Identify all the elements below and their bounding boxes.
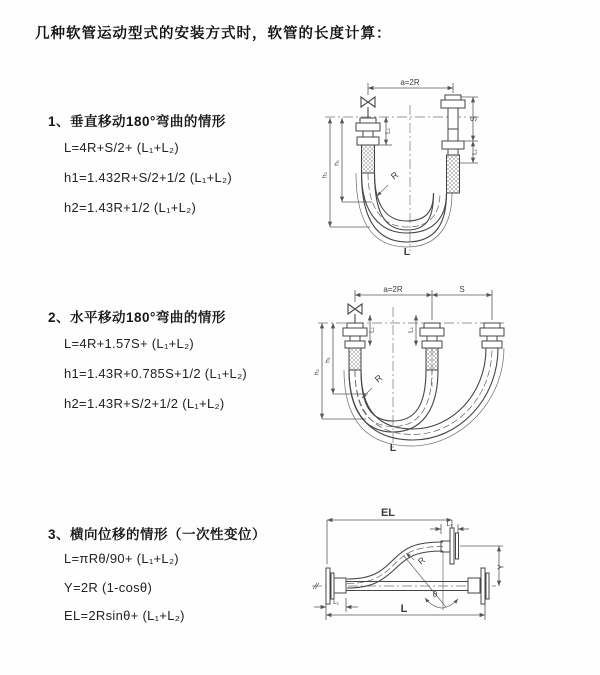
dim-label-l1-right: L₁ — [471, 149, 479, 155]
flange-right-original — [468, 568, 489, 604]
radius-callout — [404, 553, 446, 607]
section-3-heading: 3、横向位移的情形（一次性变位） — [48, 527, 267, 542]
section-1-formula-h2: h2=1.43R+1/2 (L₁+L₂) — [64, 200, 197, 215]
flange-displaced — [441, 528, 459, 564]
hose-braid-left — [362, 145, 375, 173]
valve-icon — [348, 304, 362, 323]
dimension-l1-middle — [408, 315, 417, 346]
hose-braid-middle — [426, 348, 438, 370]
dim-label-theta: θ — [432, 590, 438, 599]
section-2-heading: 2、水平移动180°弯曲的情形 — [48, 310, 226, 325]
hose-curves — [344, 348, 504, 446]
flange-fitting-right — [441, 95, 465, 193]
dim-label-h1: h₁ — [333, 160, 341, 166]
section-2-formula-L: L=4R+1.57S+ (L₁+L₂) — [64, 336, 195, 351]
valve-icon — [361, 97, 375, 118]
dimension-l — [326, 603, 485, 620]
diagram-vertical-180-bend — [310, 75, 600, 261]
dim-label-a2r: a=2R — [400, 78, 420, 87]
dim-label-l: L — [403, 246, 411, 258]
radius-callout — [362, 372, 385, 398]
dim-label-r: R — [372, 372, 385, 385]
flange-fitting-left — [343, 323, 367, 370]
dimension-l1-left — [369, 315, 376, 346]
dim-label-a2r: a=2R — [383, 285, 403, 294]
section-2-formula-h2: h2=1.43R+S/2+1/2 (L₁+L₂) — [64, 396, 225, 411]
dim-label-s: S — [469, 116, 479, 122]
dim-label-h2: h₂ — [313, 368, 321, 376]
dim-label-y: Y — [496, 564, 506, 570]
dim-label-r: R — [415, 554, 427, 567]
radius-callout — [377, 169, 401, 196]
section-1-heading: 1、垂直移动180°弯曲的情形 — [48, 114, 226, 129]
section-3-formula-Y: Y=2R (1-cosθ) — [64, 580, 153, 595]
hose-curves — [356, 173, 452, 247]
dim-label-l1-top: L₁ — [446, 521, 453, 528]
dim-label-l: L — [400, 603, 408, 615]
dimension-l1-left — [380, 117, 392, 145]
dimension-a-2r — [368, 78, 453, 95]
flange-fitting-middle — [420, 323, 444, 370]
flange-fitting-right — [480, 323, 504, 348]
section-3-formula-EL: EL=2Rsinθ+ (L₁+L₂) — [64, 608, 185, 623]
hose-braid-right — [447, 155, 460, 193]
diagram-horizontal-180-bend — [308, 282, 600, 454]
section-1-formula-h1: h1=1.432R+S/2+1/2 (L₁+L₂) — [64, 170, 232, 185]
flange-fitting-left — [356, 118, 380, 173]
dim-label-h1: h₁ — [324, 357, 332, 363]
dimension-el — [327, 507, 452, 564]
section-2-formula-h1: h1=1.43R+0.785S+1/2 (L₁+L₂) — [64, 366, 248, 381]
section-3-formula-L: L=πRθ/90+ (L₁+L₂) — [64, 551, 179, 566]
dim-label-el: EL — [380, 507, 396, 519]
dim-label-l1-mid: L₁ — [407, 327, 415, 333]
dim-label-r: R — [388, 169, 401, 182]
dim-label-l1-left: L₁ — [384, 128, 392, 134]
dim-label-l1-left: L₁ — [368, 327, 376, 333]
dimension-a-2r — [355, 285, 492, 320]
section-1-formula-L: L=4R+S/2+ (L₁+L₂) — [64, 140, 179, 155]
dim-label-s: S — [459, 285, 465, 294]
page-title: 几种软管运动型式的安装方式时，软管的长度计算： — [35, 26, 392, 42]
dim-label-h2: h₂ — [321, 171, 329, 179]
dim-label-l: L — [389, 442, 397, 454]
diagram-lateral-displacement — [300, 500, 600, 675]
dim-label-l1-bottom: L₁ — [333, 599, 339, 606]
dimension-l1-bottom — [314, 598, 358, 612]
hose-braid-left — [349, 348, 361, 370]
